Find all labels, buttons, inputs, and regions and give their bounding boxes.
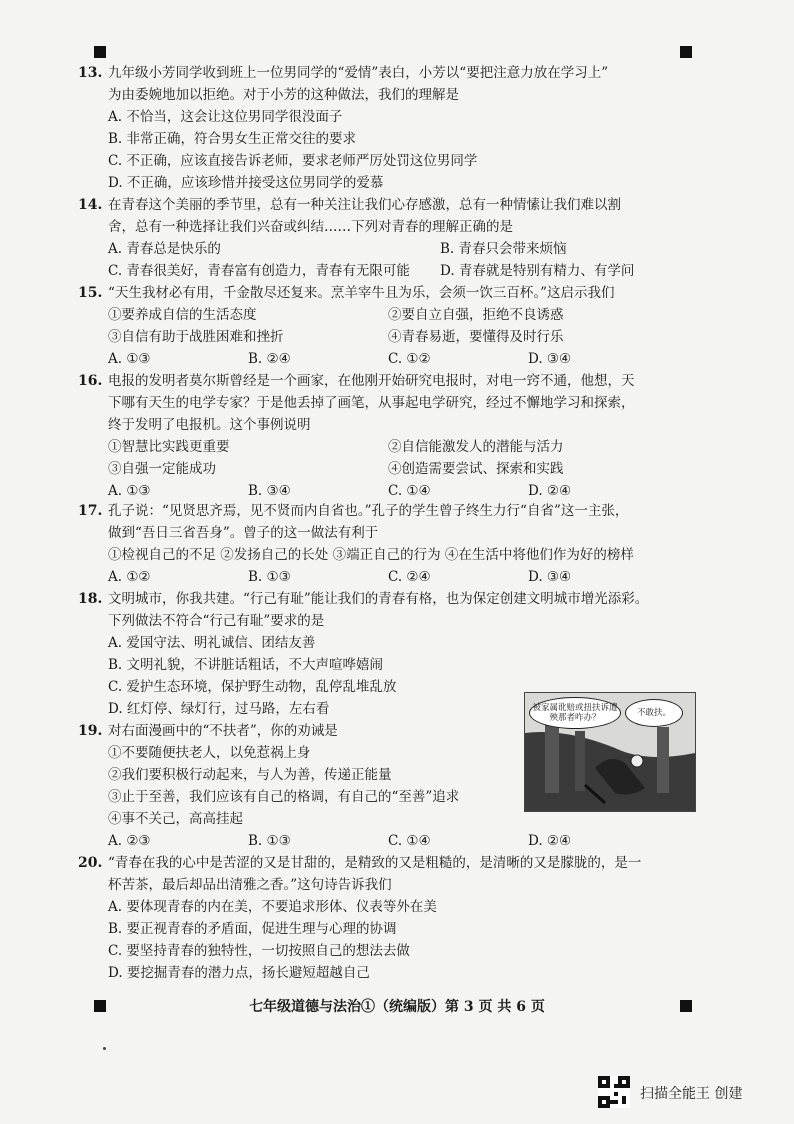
question-stem: 杯苦茶，最后却品出清雅之香。”这句诗告诉我们 (108, 877, 392, 893)
question-number: 13. (78, 65, 103, 81)
statement: ③自信有助于战胜困难和挫折 (108, 329, 284, 345)
option: A. 青春总是快乐的 (108, 241, 221, 257)
option: D. ②④ (528, 483, 572, 499)
option: A. 不恰当，这会让这位男同学很没面子 (108, 109, 343, 125)
question-stem: 在青春这个美丽的季节里，总有一种关注让我们心存感激，总有一种情愫让我们难以割 (108, 197, 621, 213)
option: D. 红灯停、绿灯行，过马路，左右看 (108, 701, 330, 717)
qr-code-icon (598, 1076, 630, 1108)
scanner-watermark: 扫描全能王 创建 (640, 1086, 743, 1102)
question-number: 18. (78, 591, 103, 607)
question-stem: 舍，总有一种选择让我们兴奋或纠结……下列对青春的理解正确的是 (108, 219, 513, 235)
question-number: 19. (78, 723, 103, 739)
option: A. ①② (108, 569, 151, 585)
page-footer: 七年级道德与法治①（统编版）第 3 页 共 6 页 (249, 999, 545, 1015)
corner-mark (680, 46, 692, 58)
option: C. 青春很美好，青春富有创造力，青春有无限可能 (108, 263, 410, 279)
option: D. ③④ (528, 351, 572, 367)
statement: ③自强一定能成功 (108, 461, 216, 477)
corner-mark (94, 46, 106, 58)
question-stem: 下哪有天生的电学专家？于是他丢掉了画笔，从事起电学研究，经过不懈地学习和探索， (108, 395, 635, 411)
option: D. 不正确，应该珍惜并接受这位男同学的爱慕 (108, 175, 384, 191)
option: D. 青春就是特别有精力、有学问 (440, 263, 635, 279)
option: C. 不正确，应该直接告诉老师，要求老师严厉处罚这位男同学 (108, 153, 478, 169)
option: B. 非常正确，符合男女生正常交往的要求 (108, 131, 357, 147)
question-16 (78, 370, 688, 502)
question-15 (78, 282, 688, 370)
question-stem: 文明城市，你我共建。“行己有耻”能让我们的青春有格，也为保定创建文明城市增光添彩。 (108, 591, 649, 607)
question-13 (78, 62, 688, 194)
cartoon-image (524, 692, 696, 812)
question-stem: “天生我材必有用，千金散尽还复来。烹羊宰牛且为乐，会须一饮三百杯。”这启示我们 (108, 285, 615, 301)
statement: ④创造需要尝试、探索和实践 (388, 461, 564, 477)
question-number: 16. (78, 373, 103, 389)
question-number: 17. (78, 503, 103, 519)
question-stem: 九年级小芳同学收到班上一位男同学的“爱情”表白，小芳以“要把注意力放在学习上” (108, 65, 609, 81)
statement: ②我们要积极行动起来，与人为善，传递正能量 (108, 767, 392, 783)
option: A. 爱国守法、明礼诚信、团结友善 (108, 635, 316, 651)
speech-bubble: 被家属讹赔或扭扶诉遭殃那者咋办？ (529, 697, 621, 729)
statement: ①要养成自信的生活态度 (108, 307, 257, 323)
question-stem: 做到“吾日三省吾身”。曾子的这一做法有利于 (108, 525, 379, 541)
question-stem: 电报的发明者莫尔斯曾经是一个画家，在他刚开始研究电报时，对电一窍不通，他想，天 (108, 373, 635, 389)
scan-speck (103, 1047, 106, 1050)
option: B. ①③ (248, 569, 291, 585)
option: B. ②④ (248, 351, 291, 367)
question-number: 20. (78, 855, 103, 871)
option: A. ①③ (108, 351, 151, 367)
option: C. 要坚持青春的独特性，一切按照自己的想法去做 (108, 943, 410, 959)
statement: ②要自立自强，拒绝不良诱惑 (388, 307, 564, 323)
statement: ④青春易逝，要懂得及时行乐 (388, 329, 564, 345)
statement: ①智慧比实践更重要 (108, 439, 230, 455)
option: A. ②③ (108, 833, 151, 849)
option: C. ①② (388, 351, 431, 367)
statement: ③止于至善，我们应该有自己的格调，有自己的“至善”追求 (108, 789, 460, 805)
question-14 (78, 194, 688, 282)
option: B. 青春只会带来烦恼 (440, 241, 567, 257)
option: C. ①④ (388, 483, 431, 499)
option: D. 要挖掘青春的潜力点，扬长避短超越自己 (108, 965, 370, 981)
question-stem: 下列做法不符合“行己有耻”要求的是 (108, 613, 325, 629)
statement: ④事不关己，高高挂起 (108, 811, 243, 827)
option: D. ②④ (528, 833, 572, 849)
question-20 (78, 852, 688, 984)
question-17 (78, 500, 688, 588)
option: B. 文明礼貌，不讲脏话粗话，不大声喧哗嬉闹 (108, 657, 384, 673)
statement: ①不要随便扶老人，以免惹祸上身 (108, 745, 311, 761)
statement: ②自信能激发人的潜能与活力 (388, 439, 564, 455)
question-stem: 终于发明了电报机。这个事例说明 (108, 417, 311, 433)
option: B. ③④ (248, 483, 291, 499)
question-stem: “青春在我的心中是苦涩的又是甘甜的，是精致的又是粗糙的，是清晰的又是朦胧的，是一 (108, 855, 642, 871)
option: B. ①③ (248, 833, 291, 849)
option: C. ②④ (388, 569, 431, 585)
question-stem: 为由委婉地加以拒绝。对于小芳的这种做法，我们的理解是 (108, 87, 459, 103)
question-number: 15. (78, 285, 103, 301)
option: C. ①④ (388, 833, 431, 849)
question-stem: 对右面漫画中的“不扶者”，你的劝诫是 (108, 723, 338, 739)
option: C. 爱护生态环境，保护野生动物，乱停乱堆乱放 (108, 679, 397, 695)
option: A. ①③ (108, 483, 151, 499)
speech-bubble: 不敢扶。 (625, 699, 683, 727)
question-number: 14. (78, 197, 103, 213)
option: A. 要体现青春的内在美，不要追求形体、仪表等外在美 (108, 899, 437, 915)
statement: ①检视自己的不足 ②发扬自己的长处 ③端正自己的行为 ④在生活中将他们作为好的榜样 (108, 547, 634, 563)
question-stem: 孔子说：“见贤思齐焉，见不贤而内自省也。”孔子的学生曾子终生力行“自省”这一主张， (108, 503, 629, 519)
option: D. ③④ (528, 569, 572, 585)
option: B. 要正视青春的矛盾面，促进生理与心理的协调 (108, 921, 397, 937)
